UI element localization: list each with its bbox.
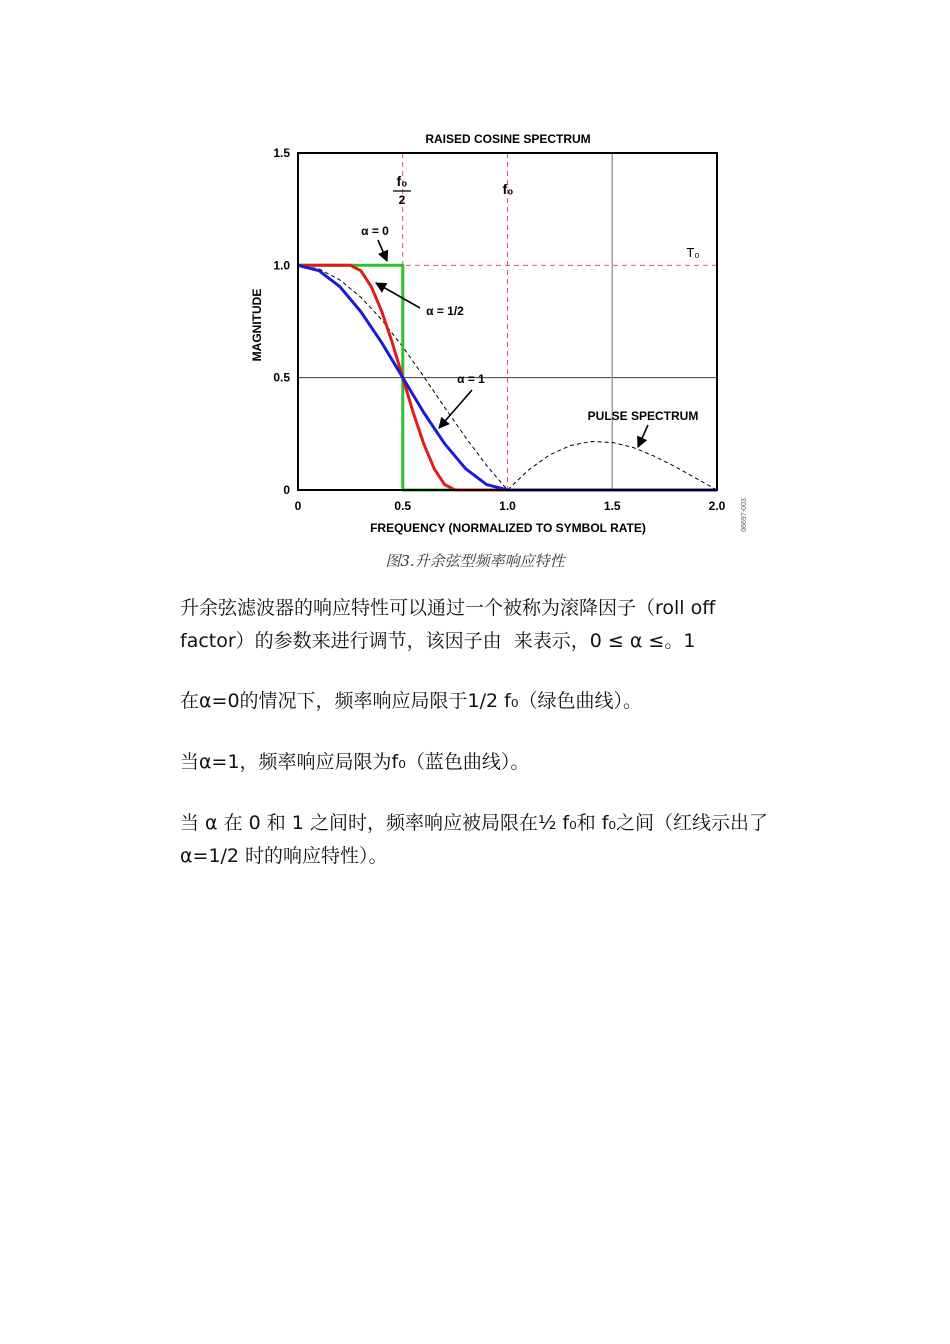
y-tick-label: 0 — [283, 483, 290, 497]
paragraph-alpha-between: 当 α 在 0 和 1 之间时，频率响应被局限在½ f₀和 f₀之间（红线示出了 α=1/2 时的响应特性）。 — [180, 812, 775, 867]
label-alpha-0: α = 0 — [361, 224, 389, 238]
t0-label: T₀ — [686, 245, 700, 260]
paragraph-roll-off-factor: 升余弦滤波器的响应特性可以通过一个被称为滚降因子（roll off factor）的参数来进行调节，该因子由 来表示，0 ≤ α ≤。1 — [180, 597, 722, 652]
y-tick-label: 0.5 — [273, 370, 290, 385]
plot-frame — [298, 153, 717, 490]
x-tick-label: 1.5 — [603, 499, 621, 513]
figure-side-code: 06697-003 — [741, 498, 748, 532]
f0-half-numerator: f₀ — [396, 173, 408, 189]
raised-cosine-figure — [240, 120, 760, 550]
y-tick-label: 1.5 — [273, 146, 290, 160]
label-alpha-half: α = 1/2 — [426, 304, 464, 318]
x-axis-label: FREQUENCY (NORMALIZED TO SYMBOL RATE) — [370, 521, 646, 535]
plot-border — [298, 153, 717, 490]
figure-caption: 图3.升余弦型频率响应特性 — [385, 552, 565, 570]
chart-title: RAISED COSINE SPECTRUM — [425, 132, 591, 146]
f0-label: f₀ — [502, 181, 514, 197]
x-tick-label: 1.0 — [499, 499, 516, 513]
grid-lines — [298, 153, 717, 490]
arrow-pulse-spectrum — [638, 425, 648, 447]
arrow-alpha-1 — [439, 390, 472, 428]
f0-half-denominator: 2 — [398, 193, 406, 207]
y-tick-label: 1.0 — [273, 258, 290, 273]
arrow-alpha-half — [376, 283, 420, 308]
tick-labels — [273, 146, 725, 513]
x-tick-label: 0 — [294, 499, 302, 513]
label-alpha-1: α = 1 — [457, 372, 485, 386]
y-axis-label: MAGNITUDE — [250, 288, 264, 362]
label-pulse-spectrum: PULSE SPECTRUM — [587, 409, 699, 423]
raised-cosine-chart — [240, 120, 760, 550]
x-tick-label: 0.5 — [394, 499, 412, 513]
paragraph-alpha-one: 当α=1，频率响应局限为f₀（蓝色曲线）。 — [180, 751, 530, 773]
x-tick-label: 2.0 — [708, 499, 726, 513]
paragraph-alpha-zero: 在α=0的情况下，频率响应局限于1/2 f₀（绿色曲线）。 — [180, 690, 642, 712]
arrow-alpha-0 — [378, 240, 387, 261]
annotations — [361, 224, 698, 447]
